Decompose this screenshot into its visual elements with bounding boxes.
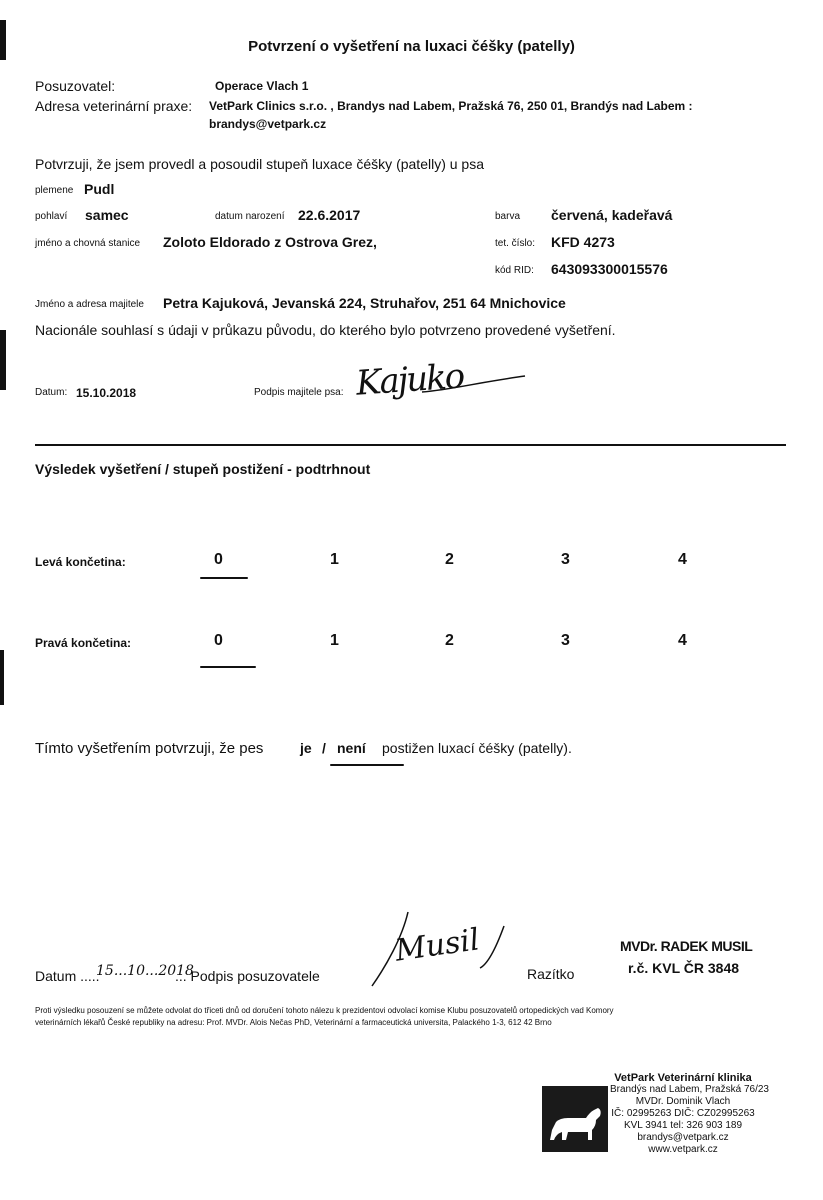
tattoo-value: KFD 4273 (551, 234, 615, 250)
scan-edge-mark (0, 330, 6, 390)
owner-signature-flourish (420, 368, 530, 398)
right-grade-underline (200, 666, 256, 668)
breed-value: Pudl (84, 181, 115, 197)
owner-signature: Kajuko (354, 356, 465, 404)
color-value: červená, kadeřavá (551, 207, 673, 223)
right-grade-1: 1 (330, 632, 339, 649)
left-grade-4: 4 (678, 551, 687, 568)
section-divider (35, 444, 786, 446)
name-value: Zoloto Eldorado z Ostrova Grez, (163, 234, 377, 250)
clinic-stamp-line: IČ: 02995263 DIČ: CZ02995263 (611, 1108, 755, 1119)
clinic-stamp-line: MVDr. Dominik Vlach (635, 1096, 731, 1107)
footer-date-value: 15...10...2018 (96, 963, 194, 979)
rid-value: 643093300015576 (551, 261, 668, 277)
color-label: barva (495, 211, 521, 222)
confirm-text: Potvrzuji, že jsem provedl a posoudil stupeň luxace čéšky (patelly) u psa (35, 156, 484, 172)
vet-stamp-name: MVDr. RADEK MUSIL (620, 938, 753, 954)
clinic-stamp-text (610, 1072, 769, 1156)
left-grade-3: 3 (561, 551, 570, 568)
clinic-stamp-logo (542, 1086, 608, 1152)
right-grade-4: 4 (678, 632, 687, 649)
result-heading: Výsledek vyšetření / stupeň postižení - podtrhnout (35, 461, 371, 477)
evaluator-value: Operace Vlach 1 (215, 79, 309, 93)
document-title: Potvrzení o vyšetření na luxaci čéšky (patelly) (248, 38, 575, 55)
evaluator-signature-strokes (368, 908, 508, 990)
address-label: Adresa veterinární praxe: (35, 98, 193, 114)
sex-value: samec (85, 207, 129, 223)
footer-sign-label: ... Podpis posuzovatele (175, 968, 320, 984)
left-grade-underline (200, 577, 248, 579)
clinic-stamp-line: www.vetpark.cz (648, 1144, 718, 1155)
sex-label: pohlaví (35, 211, 68, 222)
statement-suffix: postižen luxací čéšky (patelly). (382, 740, 572, 756)
left-grade-0: 0 (214, 551, 223, 568)
tattoo-label: tet. číslo: (495, 238, 536, 249)
statement-slash: / (322, 740, 326, 756)
appeal-text-line2: veterinárních lékařů České republiky na adresu: Prof. MVDr. Alois Nečas PhD, Veterinární a farmaceutická universita, Palackého 1-3, 612 42 Brno (35, 1018, 552, 1027)
right-grade-2: 2 (445, 632, 454, 649)
stamp-label: Razítko (527, 966, 575, 982)
left-grade-1: 1 (330, 551, 339, 568)
address-line1: VetPark Clinics s.r.o. , Brandys nad Labem, Pražská 76, 250 01, Brandýs nad Labem : (209, 99, 693, 113)
breed-label: plemene (35, 185, 74, 196)
clinic-stamp-line: Brandýs nad Labem, Pražská 76/23 (610, 1084, 769, 1095)
right-grade-0: 0 (214, 632, 223, 649)
clinic-stamp-line: brandys@vetpark.cz (637, 1132, 729, 1143)
left-grade-2: 2 (445, 551, 454, 568)
rid-label: kód RID: (495, 265, 534, 276)
owner-label: Jméno a adresa majitele (35, 299, 144, 310)
address-line2: brandys@vetpark.cz (209, 117, 327, 131)
appeal-text-line1: Proti výsledku posouzení se můžete odvolat do třiceti dnů od doručení tohoto nálezu k prezidentovi odvolací komise Klubu posuzovatelů ortopedických vad Komory (35, 1006, 614, 1015)
consent-text: Nacionále souhlasí s údaji v průkazu původu, do kterého bylo potvrzeno provedené vyšetření. (35, 322, 616, 338)
clinic-stamp-line: VetPark Veterinární klinika (614, 1072, 752, 1084)
dob-value: 22.6.2017 (298, 207, 361, 223)
owner-sign-label: Podpis majitele psa: (254, 387, 344, 398)
name-label: jméno a chovná stanice (35, 238, 141, 249)
left-limb-label: Levá končetina: (35, 555, 126, 569)
owner-date-value: 15.10.2018 (76, 386, 137, 400)
clinic-stamp-line: KVL 3941 tel: 326 903 189 (623, 1120, 743, 1131)
owner-value: Petra Kajuková, Jevanská 224, Struhařov, 251 64 Mnichovice (163, 295, 566, 311)
owner-date-label: Datum: (35, 387, 68, 398)
vet-stamp-reg: r.č. KVL ČR 3848 (628, 960, 740, 976)
right-grade-3: 3 (561, 632, 570, 649)
statement-option-not: není (337, 740, 366, 756)
statement-underline (330, 764, 404, 766)
statement-option-is: je (300, 740, 312, 756)
dog-icon (542, 1086, 608, 1152)
footer-date-label: Datum ..... (35, 968, 100, 984)
evaluator-signature: Musil (392, 922, 482, 969)
scan-edge-mark (0, 650, 4, 705)
evaluator-label: Posuzovatel: (35, 78, 116, 94)
right-limb-label: Pravá končetina: (35, 636, 132, 650)
dob-label: datum narození (215, 211, 285, 222)
statement-prefix: Tímto vyšetřením potvrzuji, že pes (35, 740, 264, 757)
